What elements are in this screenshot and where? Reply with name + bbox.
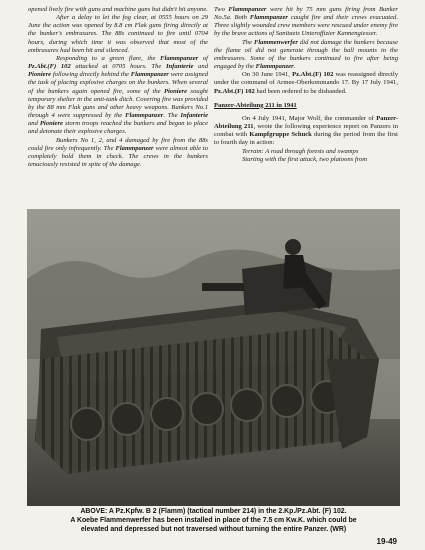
paragraph: On 30 June 1941, Pz.Abt.(F) 102 was reassigned directly under the command of Armee-Oberkommando 17. By 17 July 1941, Pz.Abt.(F) 102 had been ordered to be disbanded. [214,71,398,95]
paragraph: Terrain: A road through forests and swamps [242,147,359,155]
paragraph: Bunkers No 1, 2, and 4 damaged by fire from the 88s could fire only infrequently. The Flammpanzer were almost able to completely hold them in check. The crews in the bunkers tenaciously resisted in spite of the damage. [28,136,208,168]
tank-photo-icon [27,209,400,506]
paragraph: Starting with the first attack, two platoons from [242,155,368,163]
caption-line: A Koebe Flammenwerfer has been installed in place of the 7.5 cm Kw.K. which could be [70,517,357,525]
paragraph: Two Flammpanzer were hit by 75 mm guns firing from Bunker No.5a. Both Flammpanzer caught fire and their crews evacuated. Three slightly wounded crew members were rescued under enemy fire by the brave actions of Sanitaets Unteroffizier Kannengiesser. [214,6,398,38]
paragraph: On 4 July 1941, Major Wolf, the commander of Panzer-Abteilung 211, wrote the following experience report on Panzers in combat with Kampfgruppe Schuck during the period from the first to fourth day in action: [214,114,398,147]
paragraph: After a delay to let the fog clear, at 0555 hours on 29 June the action was opened by 8.8 cm Flak guns firing directly at the bunker's embrasures. The 88s continued to fire until 0704 hours, during which time it was observed that most of the embrasures had been hit and silenced. [28,14,208,54]
section-heading: Panzer-Abteilung 211 in 1941 [214,101,297,109]
paragraph: opened lively fire with guns and machine guns but didn't hit anyone. [28,6,208,13]
paragraph: The Flammenwerfer did not damage the bunkers because the flame oil did not generate through the ball mounts in the embrasures. Some of the bunkers continued to fire after being engaged by the Flammpanzer. [214,38,398,71]
photo-caption [22,507,405,535]
tank-photo [27,209,400,506]
right-text-column [214,6,398,164]
left-text-column [28,6,208,169]
page-number: 19-49 [376,537,397,546]
paragraph: Responding to a green flare, the Flammpanzer of Pz.Abt.(F) 102 attacked at 0705 hours. The Infanterie and Pioniere following directly behind the Flammpanzer were assigned the task of placing explosive charges on the bunkers. When several of the bunkers again opened fire, some of the Pioniere sought temporary shelter in the anti-tank ditch. Covering fire was provided by the 88 mm Flak guns and other heavy weapons. Bunkers No.1 through 4 were suppressed by the Flammpanzer. The Infanterie and Pioniere storm troops reached the bunkers and began to place and detonate their explosive charges. [28,54,208,136]
caption-line: ABOVE: A Pz.Kpfw. B 2 (Flamm) (tactical number 214) in the 2.Kp./Pz.Abt. (F) 102. [80,508,347,515]
caption-line: elevated and depressed but not traversed without turning the entire Panzer. (WR) [80,526,347,534]
